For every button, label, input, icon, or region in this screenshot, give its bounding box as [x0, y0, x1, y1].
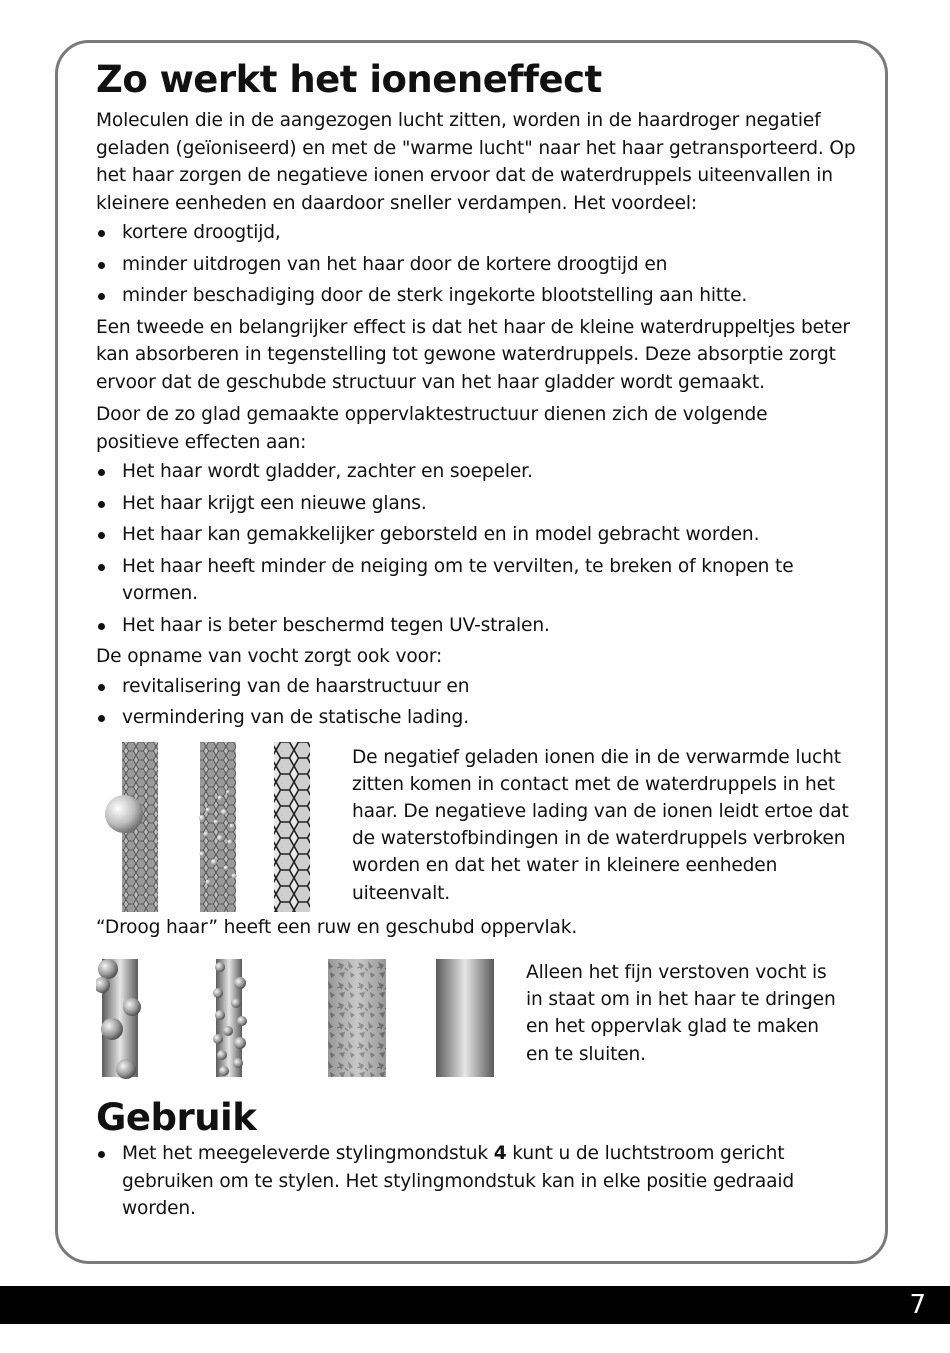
page-number: 7	[909, 1290, 926, 1320]
bullet-icon	[98, 262, 105, 269]
ion-explanation-text: De negatief geladen ionen die in de verwarmde lucht zitten komen in contact met de waterdruppels in het haar. De negatieve lading van de ionen leidt ertoe dat de waterstofbindingen in de waterdruppels verbroken worden en dat het water in kleinere eenheden uiteenvalt.	[352, 746, 849, 904]
footer-bar	[0, 1286, 950, 1324]
bullet-icon	[98, 501, 105, 508]
ion-illustration-row	[96, 742, 856, 914]
list-item: minder beschadiging door de sterk ingekorte blootstelling aan hitte.	[96, 282, 856, 310]
hair-ion-illustration	[96, 742, 336, 914]
bullet-icon	[98, 564, 105, 571]
list-item: Het haar kan gemakkelijker geborsteld en in model gebracht worden.	[96, 521, 856, 549]
moisture-intro-paragraph: De opname van vocht zorgt ook voor:	[96, 646, 443, 667]
bullet-icon	[98, 623, 105, 630]
hair-absorption-illustration	[96, 959, 506, 1079]
section-title-usage: Gebruik	[96, 1096, 257, 1139]
dry-hair-caption: “Droog haar” heeft een ruw en geschubd oppervlak.	[96, 916, 578, 938]
effects-list	[96, 458, 856, 639]
usage-list	[96, 1140, 856, 1223]
absorption-illustration-row	[96, 959, 856, 1084]
bullet-icon	[98, 1151, 105, 1158]
bullet-icon	[98, 532, 105, 539]
list-item: Met het meegeleverde stylingmondstuk 4 kunt u de luchtstroom gericht gebruiken om te stylen. Het stylingmondstuk kan in elke positie gedraaid worden.	[96, 1140, 856, 1223]
list-item: minder uitdrogen van het haar door de kortere droogtijd en	[96, 251, 856, 279]
list-item: Het haar is beter beschermd tegen UV-stralen.	[96, 612, 856, 640]
hair-strand-rough	[274, 742, 310, 912]
list-item: vermindering van de statische lading.	[96, 704, 856, 732]
list-item: kortere droogtijd,	[96, 219, 856, 247]
bullet-icon	[98, 230, 105, 237]
list-item: Het haar wordt gladder, zachter en soepeler.	[96, 458, 856, 486]
list-item: Het haar krijgt een nieuwe glans.	[96, 490, 856, 518]
page-content	[96, 58, 856, 1227]
absorption-explanation-text: Alleen het fijn verstoven vocht is in staat om in het haar te dringen en het oppervlak glad te maken en te sluiten.	[526, 962, 836, 1065]
section-title-ion-effect: Zo werkt het ioneneffect	[96, 58, 602, 101]
intro-paragraph: Moleculen die in de aangezogen lucht zitten, worden in de haardroger negatief geladen (geïoniseerd) en met de "warme lucht" naar het haar getransporteerd. Op het haar zorgen de negatieve ionen ervoor dat de waterdruppels uiteenvallen in kleinere eenheden en daardoor sneller verdampen. Het voordeel:	[96, 110, 856, 214]
second-effect-paragraph: Een tweede en belangrijker effect is dat het haar de kleine waterdruppeltjes beter kan absorberen in tegenstelling tot gewone waterdruppels. Deze absorptie zorgt ervoor dat de geschubde structuur van het haar gladder wordt gemaakt.	[96, 316, 850, 393]
part-number: 4	[493, 1143, 507, 1164]
bullet-icon	[98, 469, 105, 476]
smooth-intro-paragraph: Door de zo glad gemaakte oppervlaktestructuur dienen zich de volgende positieve effecten aan:	[96, 404, 768, 453]
hair-strand-smooth	[436, 959, 494, 1077]
bullet-icon	[98, 715, 105, 722]
water-drop	[105, 795, 143, 833]
bullet-icon	[98, 684, 105, 691]
moisture-effects-list	[96, 673, 856, 732]
list-item: Het haar heeft minder de neiging om te vervilten, te breken of knopen te vormen.	[96, 553, 856, 608]
bullet-icon	[98, 293, 105, 300]
list-item: revitalisering van de haarstructuur en	[96, 673, 856, 701]
advantages-list	[96, 219, 856, 310]
